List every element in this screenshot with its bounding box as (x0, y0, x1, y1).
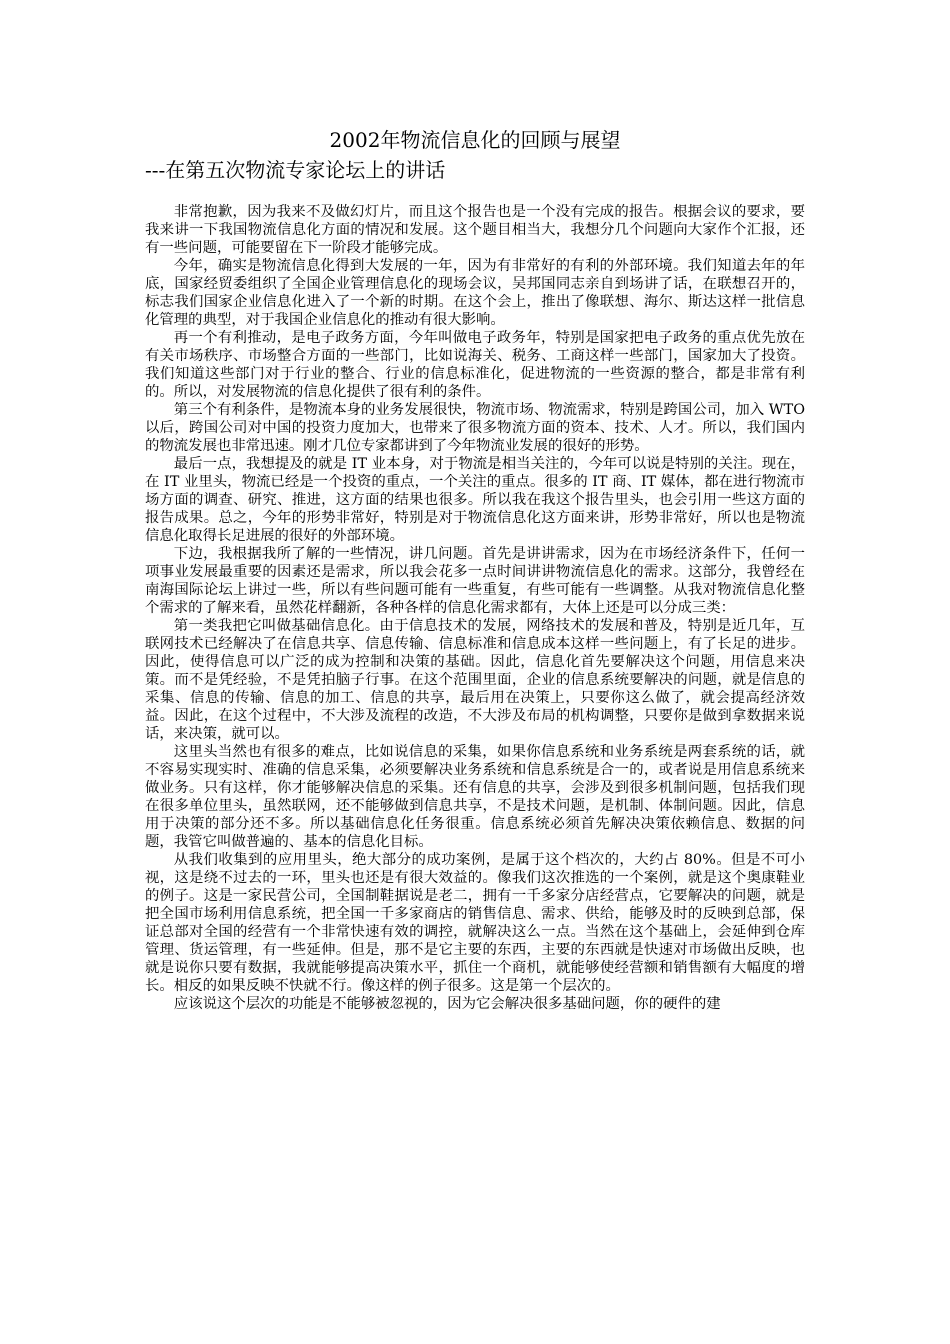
document-title: 2002年物流信息化的回顾与展望 (329, 128, 621, 152)
paragraph: 从我们收集到的应用里头，绝大部分的成功案例，是属于这个档次的，大约占 80%。但是不可小视，这是绕不过去的一环，里头也还是有很大效益的。像我们这次推选的一个案例，就是这个奥康鞋业的例子。这是一家民营公司，全国制鞋据说是老二，拥有一千多家分店经营点，它要解决的问题，就是把全国市场利用信息系统，把全国一千多家商店的销售信息、需求、供给，能够及时的反映到总部，保证总部对全国的经营有一个非常快速有效的调控，就解决这么一点。当然在这个基础上，会延伸到仓库管理、货运管理，有一些延伸。但是，那不是它主要的东西，主要的东西就是快速对市场做出反映，也就是说你只要有数据，我就能够提高决策水平，抓住一个商机，就能够使经营额和销售额有大幅度的增长。相反的如果反映不快就不行。像这样的例子很多。这是第一个层次的。 (145, 852, 805, 994)
paragraph: 非常抱歉，因为我来不及做幻灯片，而且这个报告也是一个没有完成的报告。根据会议的要求，要我来讲一下我国物流信息化方面的情况和发展。这个题目相当大，我想分几个问题向大家作个汇报，还有一些问题，可能要留在下一阶段才能够完成。 (145, 204, 805, 256)
paragraph: 再一个有利推动，是电子政务方面，今年叫做电子政务年，特别是国家把电子政务的重点优先放在有关市场秩序、市场整合方面的一些部门，比如说海关、税务、工商这样一些部门，国家加大了投资。我们知道这些部门对于行业的整合、行业的信息标准化，促进物流的一些资源的整合，都是非常有利的。所以，对发展物流的信息化提供了很有利的条件。 (145, 330, 805, 400)
paragraph: 这里头当然也有很多的难点，比如说信息的采集，如果你信息系统和业务系统是两套系统的话，就不容易实现实时、准确的信息采集，必须要解决业务系统和信息系统是合一的，或者说是用信息系统来做业务。只有这样，你才能够解决信息的采集。还有信息的共享，会涉及到很多机制问题，包括我们现在很多单位里头，虽然联网，还不能够做到信息共享，不是技术问题，是机制、体制问题。因此，信息用于决策的部分还不多。所以基础信息化任务很重。信息系统必须首先解决决策依赖信息、数据的问题，我管它叫做普遍的、基本的信息化目标。 (145, 744, 805, 850)
document-body (145, 203, 805, 1013)
paragraph: 下边，我根据我所了解的一些情况，讲几问题。首先是讲讲需求，因为在市场经济条件下，任何一项事业发展最重要的因素还是需求，所以我会花多一点时间讲讲物流信息化的需求。这部分，我曾经在南海国际论坛上讲过一些，所以有些问题可能有一些重复，有些可能有一些调整。从我对物流信息化整个需求的了解来看，虽然花样翻新，各种各样的信息化需求都有，大体上还是可以分成三类： (145, 546, 805, 616)
document-subtitle: ---在第五次物流专家论坛上的讲话 (145, 158, 446, 182)
paragraph: 最后一点，我想提及的就是 IT 业本身，对于物流是相当关注的，今年可以说是特别的关注。现在，在 IT 业里头，物流已经是一个投资的重点，一个关注的重点。很多的 IT 商、IT 媒体，都在进行物流市场方面的调查、研究、推进，这方面的结果也很多。所以我在我这个报告里头，也会引用一些这方面的报告成果。总之，今年的形势非常好，特别是对于物流信息化这方面来讲，形势非常好，所以也是物流信息化取得长足进展的很好的外部环境。 (145, 456, 805, 544)
paragraph: 第三个有利条件，是物流本身的业务发展很快，物流市场、物流需求，特别是跨国公司，加入 WTO 以后，跨国公司对中国的投资力度加大，也带来了很多物流方面的资本、技术、人才。所以，我们国内的物流发展也非常迅速。刚才几位专家都讲到了今年物流业发展的很好的形势。 (145, 402, 805, 454)
paragraph: 今年，确实是物流信息化得到大发展的一年，因为有非常好的有利的外部环境。我们知道去年的年底，国家经贸委组织了全国企业管理信息化的现场会议，吴邦国同志亲自到场讲了话，在联想召开的，标志我们国家企业信息化进入了一个新的时期。在这个会上，推出了像联想、海尔、斯达这样一批信息化管理的典型，对于我国企业信息化的推动有很大影响。 (145, 258, 805, 328)
paragraph: 应该说这个层次的功能是不能够被忽视的，因为它会解决很多基础问题，你的硬件的建 (173, 996, 721, 1012)
title-block (145, 125, 805, 185)
paragraph: 第一类我把它叫做基础信息化。由于信息技术的发展，网络技术的发展和普及，特别是近几年，互联网技术已经解决了在信息共享、信息传输、信息标准和信息成本这样一些问题上，有了长足的进步。因此，使得信息可以广泛的成为控制和决策的基础。因此，信息化首先要解决这个问题，用信息来决策。而不是凭经验，不是凭拍脑子行事。在这个范围里面，企业的信息系统要解决的问题，就是信息的采集、信息的传输、信息的加工、信息的共享，最后用在决策上，只要你这么做了，就会提高经济效益。因此，在这个过程中，不大涉及流程的改造，不大涉及布局的机构调整，只要你是做到拿数据来说话，来决策，就可以。 (145, 618, 805, 742)
